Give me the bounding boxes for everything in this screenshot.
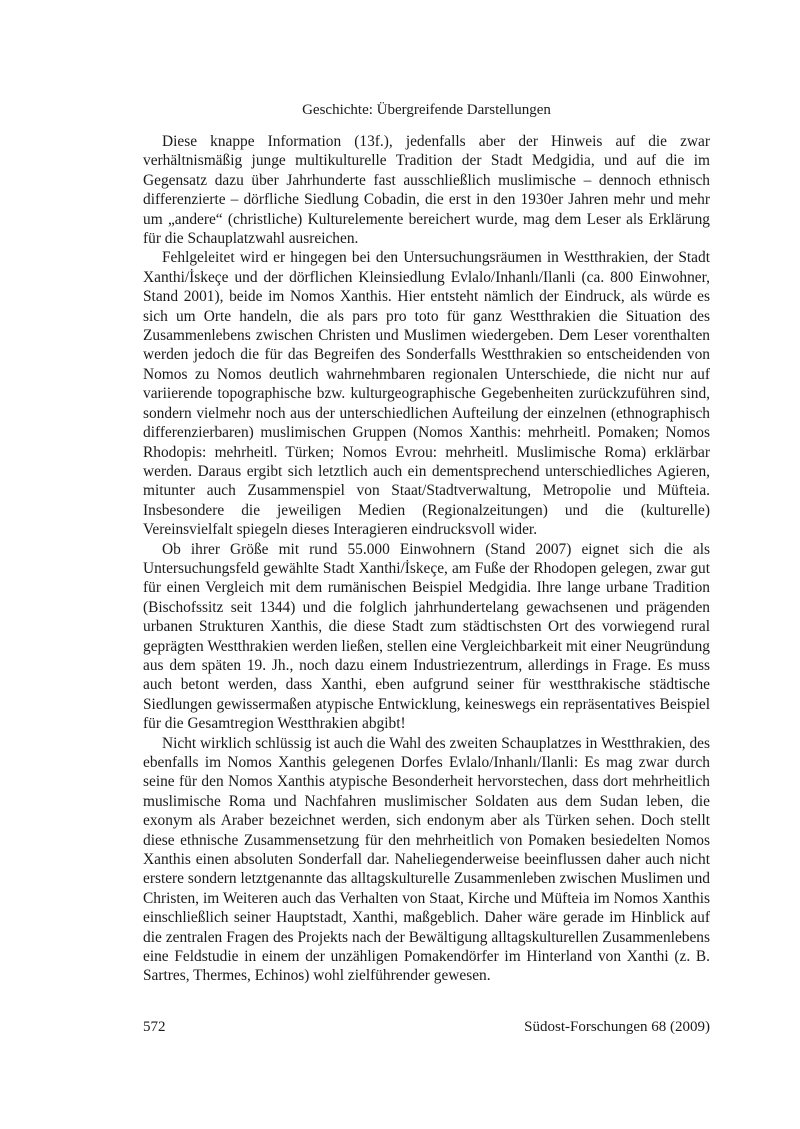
- page-number: 572: [143, 1019, 166, 1035]
- paragraph: Nicht wirklich schlüssig ist auch die Wahl des zweiten Schauplatzes in Westthrakien, des ebenfalls im Nomos Xanthis gelegenen Dorfes Evlalo/Inhanlı/Ilanli: Es mag zwar durch seine für den Nomos Xanthis atypische Besonderheit hervorstechen, dass dort mehrheitlich muslimische Roma und Nachfahren muslimischer Soldaten aus dem Sudan leben, die exonym als Araber bezeichnet werden, sich endonym aber als Türken sehen. Doch stellt diese ethnische Zusammensetzung für den mehrheitlich von Pomaken besiedelten Nomos Xanthis einen absoluten Sonderfall dar. Naheliegenderweise beeinflussen daher auch nicht erstere sondern letztgenannte das alltagskulturelle Zusammenleben zwischen Muslimen und Christen, im Weiteren auch das Verhalten von Staat, Kirche und Müfteia im Nomos Xanthis einschließlich seiner Hauptstadt, Xanthi, maßgeblich. Daher wäre gerade im Hinblick auf die zentralen Fragen des Projekts nach der Bewältigung alltagskulturellen Zusammenlebens eine Feldstudie in einem der unzähligen Pomakendörfer im Hinterland von Xanthi (z. B. Sartres, Thermes, Echinos) wohl zielführender gewesen.: [143, 734, 710, 985]
- running-header: Geschichte: Übergreifende Darstellungen: [302, 102, 551, 118]
- paragraph: Ob ihrer Größe mit rund 55.000 Einwohnern (Stand 2007) eignet sich die als Untersuchungsfeld gewählte Stadt Xanthi/İskeçe, am Fuße der Rhodopen gelegen, zwar gut für einen Vergleich mit dem rumänischen Beispiel Medgidia. Ihre lange urbane Tradition (Bischofssitz seit 1344) und die folglich jahrhundertelang gewachsenen und prägenden urbanen Strukturen Xanthis, die diese Stadt zum städtischsten Ort des vorwiegend rural geprägten Westthrakien werden ließen, stellen eine Vergleichbarkeit mit einer Neugründung aus dem späten 19. Jh., noch dazu einem Industriezentrum, allerdings in Frage. Es muss auch betont werden, dass Xanthi, eben aufgrund seiner für westthrakische städtische Siedlungen gewissermaßen atypische Entwicklung, keineswegs ein repräsentatives Beispiel für die Gesamtregion Westthrakien abgibt!: [143, 540, 710, 733]
- paragraph: Diese knappe Information (13f.), jedenfalls aber der Hinweis auf die zwar verhältnismäßig junge multikulturelle Tradition der Stadt Medgidia, und auf die im Gegensatz dazu über Jahrhunderte fast ausschließlich muslimische – dennoch ethnisch differenzierte – dörfliche Siedlung Cobadin, die erst in den 1930er Jahren mehr und mehr um „andere“ (christliche) Kulturelemente bereichert wurde, mag dem Leser als Erklärung für die Schauplatzwahl ausreichen.: [143, 133, 710, 248]
- paragraph: Fehlgeleitet wird er hingegen bei den Untersuchungsräumen in Westthrakien, der Stadt Xanthi/İskeçe und der dörflichen Kleinsiedlung Evlalo/Inhanlı/Ilanli (ca. 800 Einwohner, Stand 2001), beide im Nomos Xanthis. Hier entsteht nämlich der Eindruck, als würde es sich um Orte handeln, die als pars pro toto für ganz Westthrakien die Situation des Zusammenlebens zwischen Christen und Muslimen wiedergeben. Dem Leser vorenthalten werden jedoch die für das Begreifen des Sonderfalls Westthrakien so entscheidenden von Nomos zu Nomos deutlich wahrnehmbaren regionalen Unterschiede, die nicht nur auf variierende topographische bzw. kulturgeographische Gegebenheiten zurückzuführen sind, sondern vielmehr noch aus der unterschiedlichen Aufteilung der einzelnen (ethnographisch differenzierbaren) muslimischen Gruppen (Nomos Xanthis: mehrheitl. Pomaken; Nomos Rhodopis: mehrheitl. Türken; Nomos Evrou: mehrheitl. Muslimische Roma) erklärbar werden. Daraus ergibt sich letztlich auch ein dementsprechend unterschiedliches Agieren, mitunter auch Zusammenspiel von Staat/Stadtverwaltung, Metropolie und Müfteia. Insbesondere die jeweiligen Medien (Regionalzeitungen) und die (kulturelle) Vereinsvielfalt spiegeln dieses Interagieren eindrucksvoll wider.: [143, 249, 710, 539]
- journal-citation: Südost-Forschungen 68 (2009): [524, 1019, 710, 1035]
- body-text: [143, 132, 710, 986]
